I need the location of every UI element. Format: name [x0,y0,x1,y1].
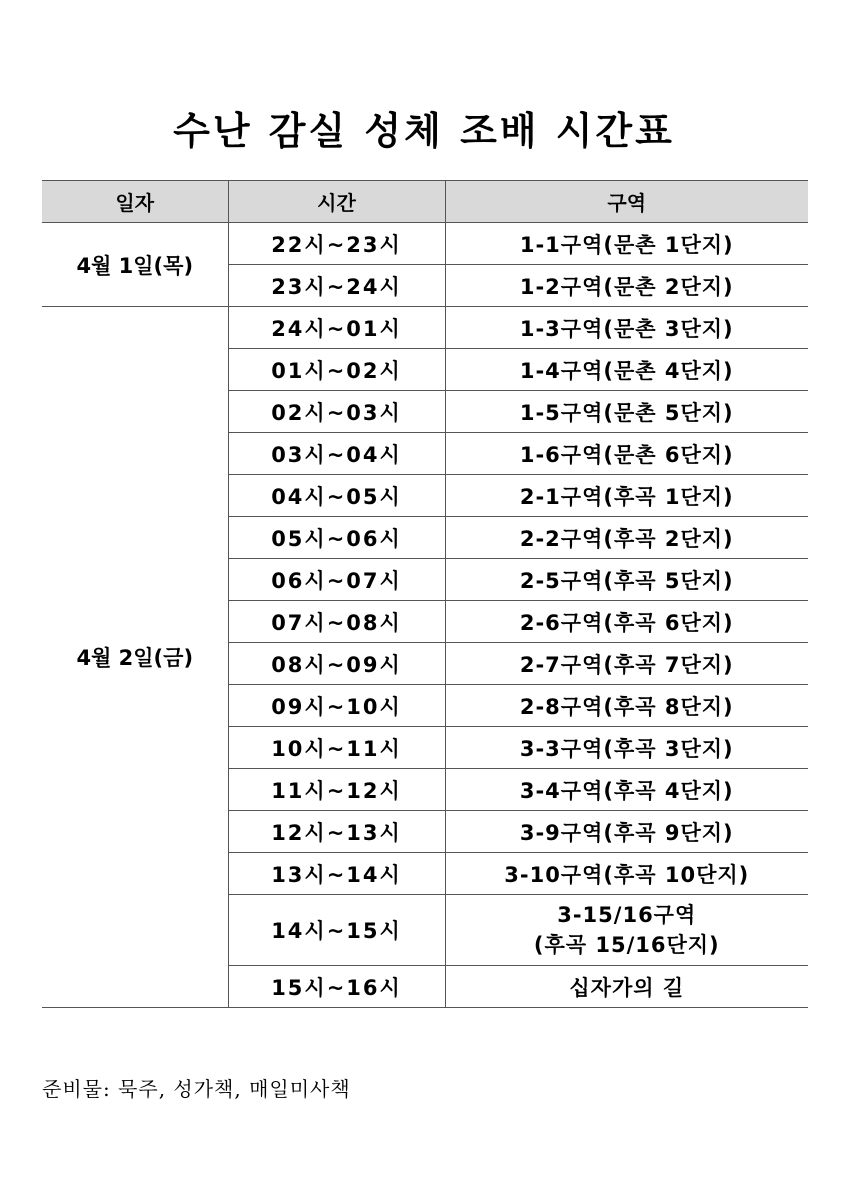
zone-cell: 3-4구역(후곡 4단지) [445,769,808,811]
zone-cell: 3-10구역(후곡 10단지) [445,853,808,895]
zone-line-1: 3-15/16구역 [557,903,697,927]
table-row [42,307,808,349]
zone-cell [445,895,808,966]
time-cell: 12시~13시 [228,811,445,853]
zone-cell: 1-1구역(문촌 1단지) [445,223,808,265]
zone-cell: 2-1구역(후곡 1단지) [445,475,808,517]
time-cell: 22시~23시 [228,223,445,265]
time-cell: 05시~06시 [228,517,445,559]
time-cell: 06시~07시 [228,559,445,601]
time-cell: 08시~09시 [228,643,445,685]
table-row [42,223,808,265]
table-header-row [42,181,808,223]
time-cell: 11시~12시 [228,769,445,811]
page-title: 수난 감실 성체 조배 시간표 [173,109,675,153]
zone-cell: 2-6구역(후곡 6단지) [445,601,808,643]
zone-cell: 십자가의 길 [445,966,808,1008]
zone-cell: 2-7구역(후곡 7단지) [445,643,808,685]
time-cell: 24시~01시 [228,307,445,349]
time-cell: 03시~04시 [228,433,445,475]
zone-cell: 1-2구역(문촌 2단지) [445,265,808,307]
time-cell: 01시~02시 [228,349,445,391]
zone-cell: 3-9구역(후곡 9단지) [445,811,808,853]
time-cell: 09시~10시 [228,685,445,727]
header-time: 시간 [228,181,445,223]
zone-line-2: (후곡 15/16단지) [533,933,720,957]
zone-cell: 1-3구역(문촌 3단지) [445,307,808,349]
zone-cell: 2-2구역(후곡 2단지) [445,517,808,559]
supplies-note: 준비물: 묵주, 성가책, 매일미사책 [42,1077,351,1101]
zone-cell: 3-3구역(후곡 3단지) [445,727,808,769]
zone-cell: 1-6구역(문촌 6단지) [445,433,808,475]
zone-cell: 1-5구역(문촌 5단지) [445,391,808,433]
time-cell: 02시~03시 [228,391,445,433]
time-cell: 14시~15시 [228,895,445,966]
zone-cell: 2-5구역(후곡 5단지) [445,559,808,601]
date-cell-apr-1: 4월 1일(목) [42,223,228,307]
time-cell: 13시~14시 [228,853,445,895]
time-cell: 10시~11시 [228,727,445,769]
header-date: 일자 [42,181,228,223]
zone-cell: 2-8구역(후곡 8단지) [445,685,808,727]
date-cell-apr-2: 4월 2일(금) [42,307,228,1008]
time-cell: 07시~08시 [228,601,445,643]
header-zone: 구역 [445,181,808,223]
time-cell: 23시~24시 [228,265,445,307]
schedule-table [42,180,808,1008]
zone-cell: 1-4구역(문촌 4단지) [445,349,808,391]
time-cell: 04시~05시 [228,475,445,517]
time-cell: 15시~16시 [228,966,445,1008]
